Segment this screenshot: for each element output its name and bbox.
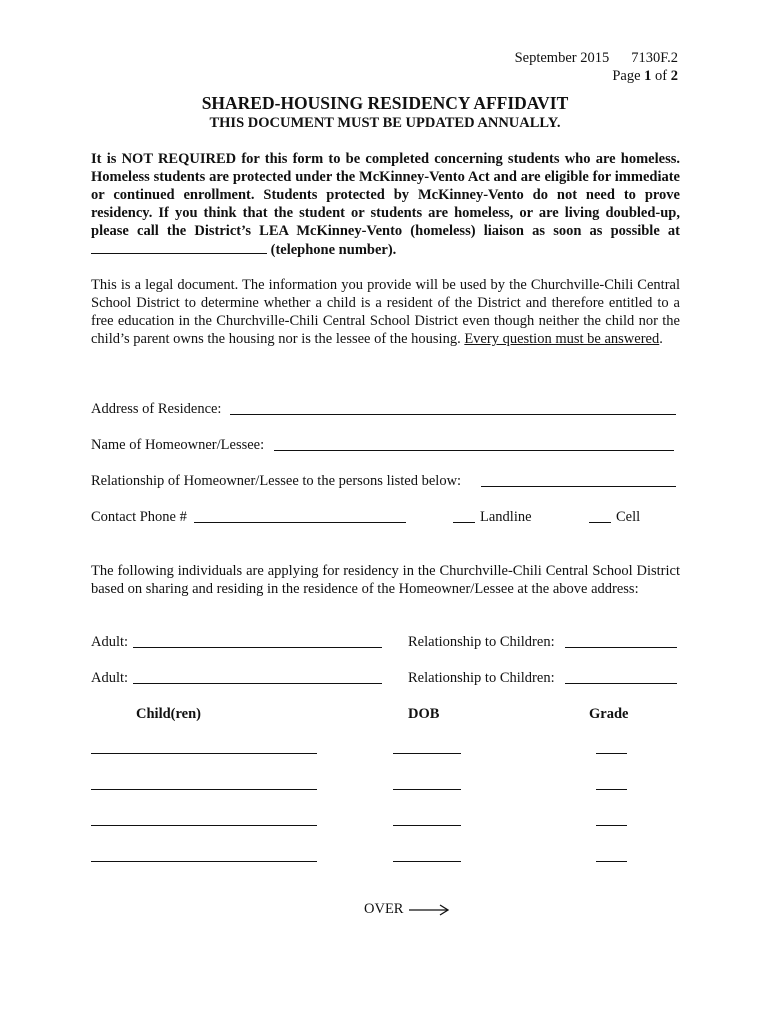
adult-1-field[interactable]: [133, 647, 382, 648]
child-name-field[interactable]: [91, 789, 317, 790]
phone-field[interactable]: [194, 522, 406, 523]
page-of: of: [655, 68, 668, 84]
address-field[interactable]: [230, 414, 676, 415]
legal-end: .: [659, 331, 663, 347]
header-date: September 2015: [514, 50, 610, 66]
applicants-intro: The following individuals are applying for residency in the Churchville-Chili Central School District based on sharing and residing in the residence of the Homeowner/Lessee at the above address:: [91, 563, 680, 597]
child-grade-field[interactable]: [596, 861, 627, 862]
adult-1-relationship-label: Relationship to Children:: [408, 634, 555, 650]
notice-text-end: (telephone number).: [270, 242, 397, 258]
header-form-code: 7130F.2: [631, 50, 678, 66]
header-date-code: [515, 49, 678, 67]
child-dob-field[interactable]: [393, 753, 461, 754]
child-grade-field[interactable]: [596, 753, 627, 754]
over-indicator: [364, 900, 451, 918]
child-name-field[interactable]: [91, 861, 317, 862]
adult-2-label: Adult:: [91, 670, 129, 686]
notice-text: It is NOT REQUIRED for this form to be completed concerning students who are homeless. Homeless students are protected under the McKinney-Vento Act and are eligible for immediate or continued enrollment. Students protected by McKinney-Vento do not need to prove residency. If you think that the student or students are homeless, or are living doubled-up, please call the District’s LEA McKinney-Vento (homeless) liaison as soon as possible at: [91, 151, 680, 239]
child-dob-field[interactable]: [393, 825, 461, 826]
phone-label: Contact Phone #: [91, 509, 187, 525]
legal-notice: [91, 276, 680, 348]
child-name-field[interactable]: [91, 753, 317, 754]
dob-header: DOB: [408, 706, 440, 722]
homeless-notice: [91, 150, 680, 259]
adult-1-label: Adult:: [91, 634, 129, 650]
arrow-right-icon: [407, 903, 451, 917]
page-current: 1: [644, 68, 652, 84]
relationship-label: Relationship of Homeowner/Lessee to the persons listed below:: [91, 473, 462, 489]
page-total: 2: [670, 68, 678, 84]
grade-header: Grade: [589, 706, 629, 722]
cell-check[interactable]: [589, 522, 611, 523]
liaison-phone-blank[interactable]: [91, 240, 267, 254]
legal-emphasis: Every question must be answered: [464, 331, 660, 347]
child-name-field[interactable]: [91, 825, 317, 826]
child-dob-field[interactable]: [393, 789, 461, 790]
homeowner-field[interactable]: [274, 450, 674, 451]
landline-check[interactable]: [453, 522, 475, 523]
form-subtitle: THIS DOCUMENT MUST BE UPDATED ANNUALLY.: [209, 115, 561, 131]
page-prefix: Page: [612, 68, 641, 84]
over-label: OVER: [364, 901, 404, 917]
adult-2-relationship-label: Relationship to Children:: [408, 670, 555, 686]
child-dob-field[interactable]: [393, 861, 461, 862]
address-label: Address of Residence:: [91, 401, 222, 417]
cell-label: Cell: [616, 509, 641, 525]
landline-label: Landline: [480, 509, 532, 525]
child-grade-field[interactable]: [596, 825, 627, 826]
header-page-number: [612, 67, 678, 85]
legal-text: This is a legal document. The information you provide will be used by the Churchville-Chili Central School District to determine whether a child is a resident of the District and therefore entitled to a free education in the Churchville-Chili Central School District even though neither the child nor the child’s parent owns the housing nor is the lessee of the housing.: [91, 277, 680, 347]
form-title: SHARED-HOUSING RESIDENCY AFFIDAVIT: [201, 93, 569, 113]
adult-1-relationship-field[interactable]: [565, 647, 677, 648]
children-header: Child(ren): [136, 706, 201, 722]
relationship-field[interactable]: [481, 486, 676, 487]
adult-2-field[interactable]: [133, 683, 382, 684]
adult-2-relationship-field[interactable]: [565, 683, 677, 684]
homeowner-label: Name of Homeowner/Lessee:: [91, 437, 265, 453]
child-grade-field[interactable]: [596, 789, 627, 790]
